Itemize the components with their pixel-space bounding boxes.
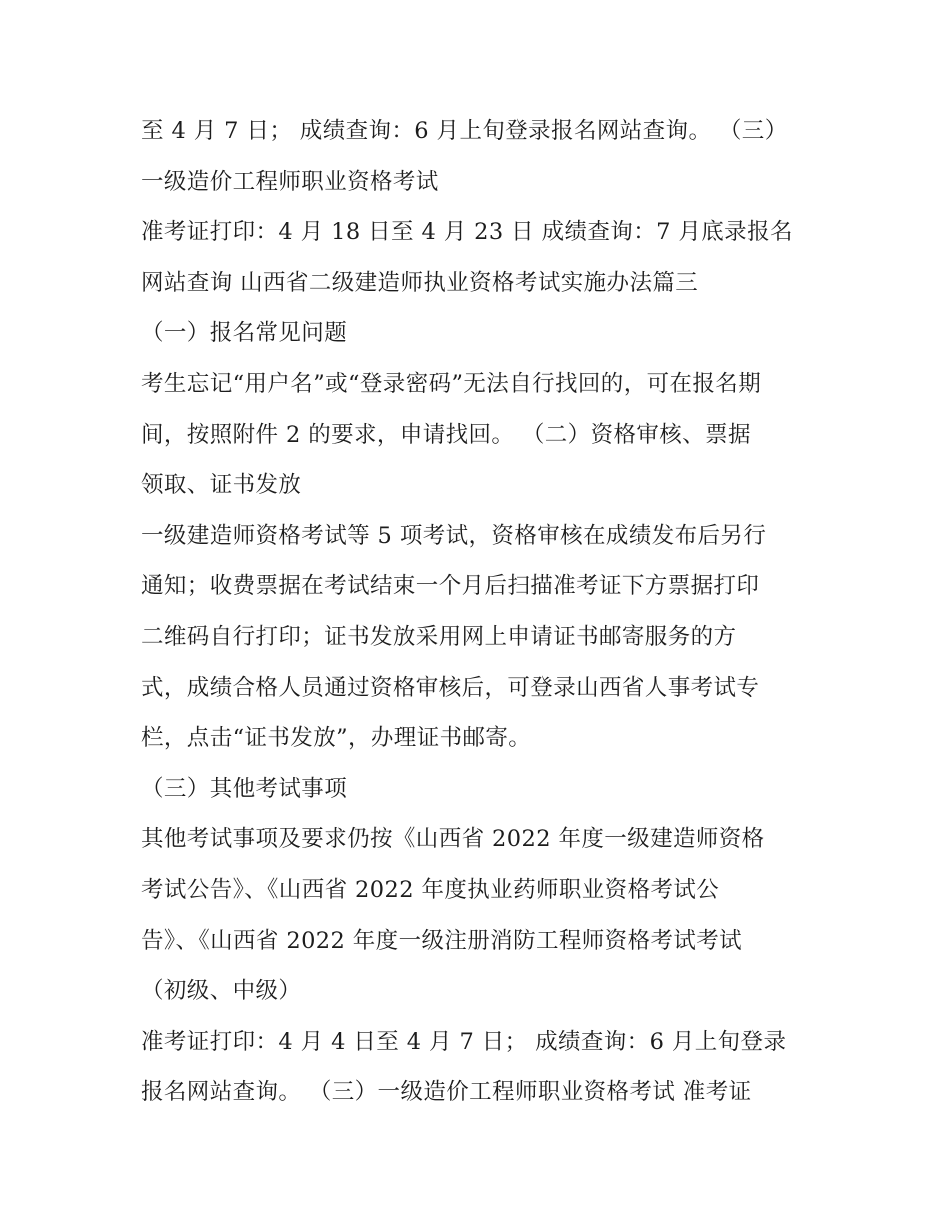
text-line: 准考证打印：4 月 4 日至 4 月 7 日； 成绩查询：6 月上旬登录 — [141, 1028, 787, 1055]
text-line: 至 4 月 7 日； 成绩查询：6 月上旬登录报名网站查询。 （三） — [141, 118, 788, 144]
text-line: 网站查询 山西省二级建造师执业资格考试实施办法篇三 — [141, 269, 699, 296]
text-line: 间，按照附件 2 的要求，申请找回。 （二）资格审核、票据 — [141, 421, 751, 448]
text-line: 一级造价工程师职业资格考试 — [141, 168, 439, 195]
text-line: 报名网站查询。 （三）一级造价工程师职业资格考试 准考证 — [141, 1079, 752, 1106]
text-line: 考试公告》、《山西省 2022 年度执业药师职业资格考试公 — [141, 876, 720, 903]
text-line: 领取、证书发放 — [141, 472, 302, 499]
text-line: （初级、中级） — [141, 978, 302, 1005]
text-line: 二维码自行打印；证书发放采用网上申请证书邮寄服务的方 — [141, 623, 737, 650]
section-heading: （一）报名常见问题 — [141, 320, 348, 347]
text-line: 准考证打印：4 月 18 日至 4 月 23 日 成绩查询：7 月底录报名 — [141, 219, 793, 246]
text-line: 栏，点击“证书发放”，办理证书邮寄。 — [141, 725, 532, 752]
text-line: 式，成绩合格人员通过资格审核后，可登录山西省人事考试专 — [141, 674, 760, 701]
text-line: 通知；收费票据在考试结束一个月后扫描准考证下方票据打印 — [141, 573, 760, 600]
text-line: 一级建造师资格考试等 5 项考试，资格审核在成绩发布后另行 — [141, 522, 767, 549]
text-line: 其他考试事项及要求仍按《山西省 2022 年度一级建造师资格 — [141, 826, 765, 853]
section-heading: （三）其他考试事项 — [141, 775, 348, 802]
text-line: 考生忘记“用户名”或“登录密码”无法自行找回的，可在报名期 — [141, 370, 762, 397]
text-line: 告》、《山西省 2022 年度一级注册消防工程师资格考试考试 — [141, 927, 743, 954]
document-body — [141, 106, 821, 1118]
